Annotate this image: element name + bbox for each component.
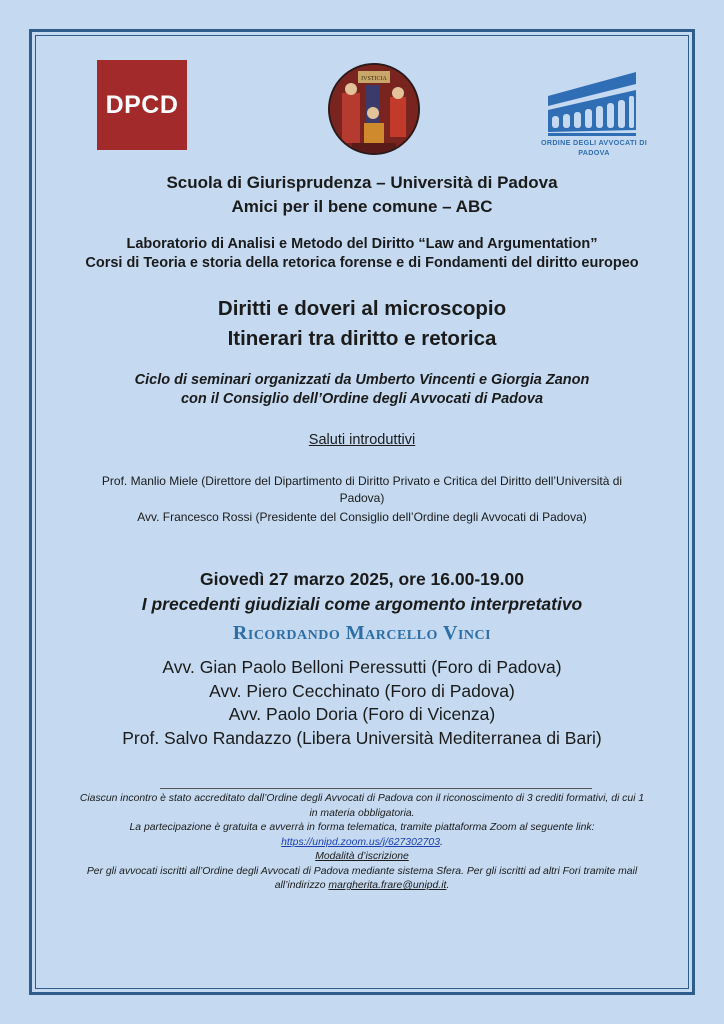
footer-line-4: Per gli avvocati iscritti all’Ordine degli Avvocati di Padova mediante sistema Sfera. Per gli iscritti ad altri Fori tramite mail: [86, 865, 638, 877]
zoom-link-suffix: .: [439, 836, 443, 848]
memorial-heading: Ricordando Marcello Vinci: [232, 622, 492, 644]
email-prefix: all’indirizzo: [274, 880, 329, 891]
lab-line-1: Laboratorio di Analisi e Metodo del Diritto “Law and Argumentation”: [126, 236, 598, 252]
title-line-1: Diritti e doveri al microscopio: [217, 297, 507, 320]
saluti-line-2: Padova): [339, 491, 385, 505]
speaker-item: Avv. Gian Paolo Belloni Peressutti (Foro di Padova): [162, 657, 562, 677]
organizers-line-1: Ciclo di seminari organizzati da Umberto Vincenti e Giorgia Zanon: [134, 372, 590, 388]
saluti-line-1: Prof. Manlio Miele (Direttore del Dipartimento di Diritto Privato e Critica del Diritto dell’Università di: [101, 474, 623, 488]
event-topic: I precedenti giudiziali come argomento interpretativo: [141, 594, 583, 614]
ordine-logo-caption: ORDINE DEGLI AVVOCATI DI PADOVA: [540, 138, 648, 157]
organizers-line-2: con il Consiglio dell’Ordine degli Avvocati di Padova: [180, 391, 544, 407]
speaker-list: [50, 656, 674, 750]
dpcd-logo: [97, 60, 187, 150]
speaker-item: Avv. Piero Cecchinato (Foro di Padova): [209, 680, 515, 701]
iustitia-medallion-image: [328, 63, 420, 155]
speaker-item: Avv. Paolo Doria (Foro di Vicenza): [228, 704, 496, 724]
dpcd-logo-text: DPCD: [105, 90, 179, 119]
saluti-heading: Saluti introduttivi: [308, 432, 416, 448]
email-link[interactable]: margherita.frare@unipd.it: [328, 880, 447, 891]
footer-link-line: [50, 836, 674, 851]
saluti-line-3: Avv. Francesco Rossi (Presidente del Consiglio dell’Ordine degli Avvocati di Padova): [137, 510, 587, 524]
speaker-item: Prof. Salvo Randazzo (Libera Università Mediterranea di Bari): [122, 727, 602, 748]
email-suffix: .: [446, 880, 450, 891]
footer-divider: [160, 788, 592, 789]
footer-line-3: La partecipazione è gratuita e avverrà in forma telematica, tramite piattaforma Zoom al seguente link:: [129, 822, 595, 833]
title-line-2: Itinerari tra diritto e retorica: [227, 327, 497, 350]
footer-line-2: in materia obbligatoria.: [309, 807, 415, 819]
footer-notes: [50, 792, 674, 894]
lab-line-2: Corsi di Teoria e storia della retorica forense e di Fondamenti del diritto europeo: [85, 255, 639, 271]
zoom-link[interactable]: https://unipd.zoom.us/j/627302703: [281, 836, 440, 848]
iscrizione-heading: Modalità d’iscrizione: [315, 851, 409, 862]
footer-line-1: Ciascun incontro è stato accreditato dall’Ordine degli Avvocati di Padova con il riconoscimento di 3 crediti formativi, di cui 1: [79, 793, 645, 804]
header-line-1: Scuola di Giurisprudenza – Università di Padova: [166, 173, 558, 192]
medallion-caption: IVSTICIA: [361, 76, 387, 82]
header-line-2: Amici per il bene comune – ABC: [231, 197, 493, 216]
event-date: Giovedì 27 marzo 2025, ore 16.00-19.00: [200, 569, 524, 589]
footer-line-5: [50, 879, 674, 894]
